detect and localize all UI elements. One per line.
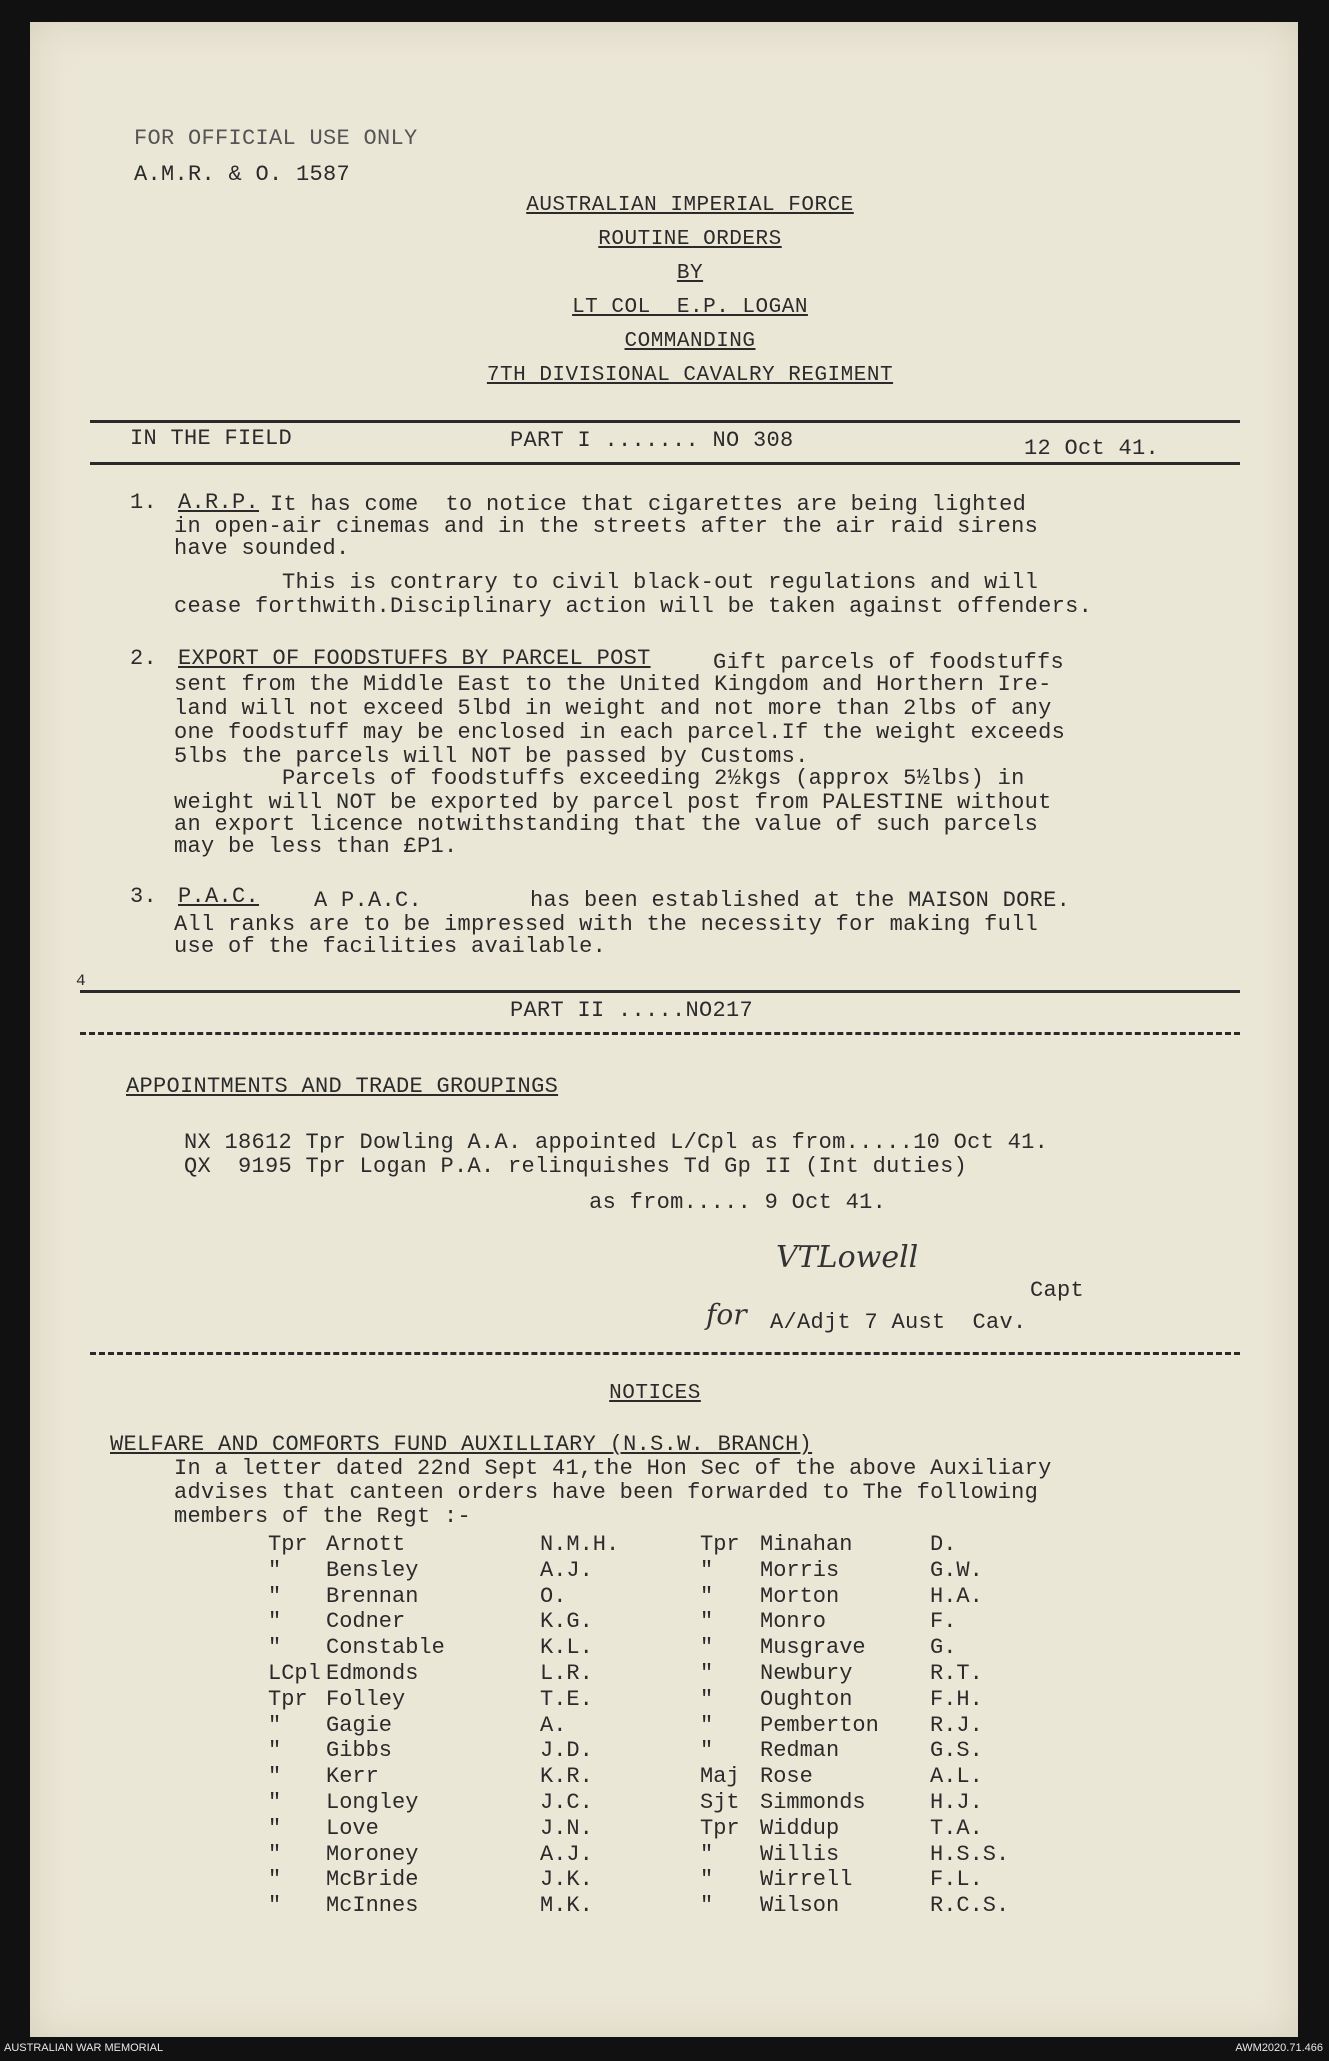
classification-stamp: FOR OFFICIAL USE ONLY: [134, 126, 418, 151]
footer-right: AWM2020.71.466: [1235, 2042, 1323, 2054]
member-initials: F.L.: [930, 1867, 983, 1893]
item-heading: P.A.C.: [178, 884, 260, 909]
signature-title: A/Adjt 7 Aust Cav.: [770, 1310, 1027, 1335]
member-rank: ": [268, 1738, 282, 1764]
member-name: McInnes: [326, 1893, 419, 1919]
member-name: Rose: [760, 1764, 813, 1790]
member-name: Moroney: [326, 1841, 419, 1867]
member-name: Monro: [760, 1609, 827, 1635]
part2-label: PART II .....NO217: [510, 998, 754, 1023]
member-rank: ": [700, 1609, 714, 1635]
appointments-heading: APPOINTMENTS AND TRADE GROUPINGS: [126, 1074, 559, 1099]
item-text-line: Parcels of foodstuffs exceeding 2½kgs (approx 5½lbs) in: [174, 766, 1025, 791]
appointment-entry: as from..... 9 Oct 41.: [184, 1190, 887, 1215]
member-initials: K.R.: [540, 1764, 593, 1790]
member-name: Oughton: [760, 1686, 853, 1712]
item-text-line: It has come to notice that cigarettes are being lighted: [270, 492, 1027, 517]
item-text-line: an export licence notwithstanding that the value of such parcels: [174, 812, 1039, 837]
member-initials: N.M.H.: [540, 1532, 620, 1557]
member-rank: ": [268, 1635, 282, 1661]
member-initials: T.E.: [540, 1686, 593, 1712]
member-initials: L.R.: [540, 1661, 593, 1686]
member-initials: R.T.: [930, 1661, 983, 1686]
member-initials: J.K.: [540, 1867, 593, 1893]
signature: VTLowell: [776, 1240, 919, 1275]
item-number: 3.: [130, 884, 158, 909]
member-initials: J.N.: [540, 1815, 593, 1841]
title-line-6: 7TH DIVISIONAL CAVALRY REGIMENT: [486, 364, 894, 387]
member-rank: ": [700, 1635, 714, 1661]
member-initials: G.W.: [930, 1557, 983, 1583]
member-rank: Tpr: [700, 1815, 740, 1841]
member-name: Willis: [760, 1841, 840, 1867]
item-heading: A.R.P.: [178, 490, 260, 515]
member-rank: ": [268, 1583, 282, 1609]
title-line-4: LT COL E.P. LOGAN: [572, 296, 808, 319]
divider-part2: [80, 990, 1240, 993]
document-page: [30, 22, 1298, 2037]
member-name: Simmonds: [760, 1790, 866, 1815]
member-rank: ": [700, 1867, 714, 1893]
signature-rank: Capt: [1030, 1278, 1085, 1303]
title-line-3: BY: [676, 262, 704, 285]
member-initials: M.K.: [540, 1893, 593, 1919]
reference-number: A.M.R. & O. 1587: [134, 162, 351, 187]
member-rank: ": [700, 1712, 714, 1738]
order-date: 12 Oct 41.: [1024, 436, 1160, 461]
member-name: Musgrave: [760, 1635, 866, 1661]
notice-intro-line: members of the Regt :-: [174, 1504, 472, 1529]
item-text-line: All ranks are to be impressed with the necessity for making full: [174, 912, 1039, 937]
item-text-line: A P.A.C. has been established at the MAISON DORE.: [314, 888, 1071, 913]
member-initials: H.S.S.: [930, 1841, 1010, 1867]
member-initials: K.G.: [540, 1609, 593, 1635]
member-rank: ": [268, 1764, 282, 1790]
member-initials: R.C.S.: [930, 1893, 1010, 1919]
member-initials: O.: [540, 1583, 567, 1609]
member-name: Morton: [760, 1583, 840, 1609]
member-rank: ": [700, 1661, 714, 1686]
member-rank: LCpl: [268, 1661, 321, 1686]
member-rank: Maj: [700, 1764, 740, 1790]
member-name: Gibbs: [326, 1738, 393, 1764]
member-initials: A.L.: [930, 1764, 983, 1790]
item-text-line: land will not exceed 5lbd in weight and not more than 2lbs of any: [174, 696, 1052, 721]
member-name: Morris: [760, 1557, 840, 1583]
member-rank: ": [268, 1557, 282, 1583]
title-line-1: AUSTRALIAN IMPERIAL FORCE: [526, 194, 854, 217]
part1-label: PART I ....... NO 308: [510, 428, 794, 453]
item-text-line: weight will NOT be exported by parcel post from PALESTINE without: [174, 790, 1052, 815]
member-initials: H.A.: [930, 1583, 983, 1609]
member-rank: ": [268, 1841, 282, 1867]
margin-mark: 4: [76, 972, 86, 990]
item-text-line: use of the facilities available.: [174, 934, 607, 959]
notice-intro-line: In a letter dated 22nd Sept 41,the Hon Sec of the above Auxiliary: [174, 1456, 1052, 1481]
item-heading: EXPORT OF FOODSTUFFS BY PARCEL POST: [178, 646, 651, 671]
member-name: Gagie: [326, 1712, 393, 1738]
title-line-2: ROUTINE ORDERS: [598, 228, 782, 251]
item-text-line: sent from the Middle East to the United Kingdom and Horthern Ire-: [174, 672, 1052, 697]
member-initials: K.L.: [540, 1635, 593, 1661]
member-initials: H.J.: [930, 1790, 983, 1815]
footer-left: AUSTRALIAN WAR MEMORIAL: [4, 2042, 164, 2054]
item-text-line: may be less than £P1.: [174, 834, 458, 859]
divider-part2-bottom: [80, 1032, 1240, 1035]
signature-for: for: [706, 1298, 747, 1331]
member-name: Arnott: [326, 1532, 406, 1557]
notice-intro-line: advises that canteen orders have been forwarded to The following: [174, 1480, 1039, 1505]
member-name: Wirrell: [760, 1867, 853, 1893]
member-rank: Tpr: [700, 1532, 740, 1557]
notices-heading: NOTICES: [609, 1382, 701, 1405]
item-number: 1.: [130, 490, 158, 515]
member-rank: ": [268, 1790, 282, 1815]
member-rank: ": [268, 1609, 282, 1635]
member-name: Constable: [326, 1635, 445, 1661]
member-name: Codner: [326, 1609, 406, 1635]
divider-notices: [90, 1352, 1240, 1355]
member-name: Minahan: [760, 1532, 853, 1557]
member-rank: ": [268, 1712, 282, 1738]
item-text-line: 5lbs the parcels will NOT be passed by Customs.: [174, 744, 809, 769]
member-initials: F.H.: [930, 1686, 983, 1712]
notices-subheading: WELFARE AND COMFORTS FUND AUXILLIARY (N.S.W. BRANCH): [110, 1432, 813, 1457]
divider-part1: [90, 462, 1240, 465]
member-initials: J.C.: [540, 1790, 593, 1815]
member-initials: J.D.: [540, 1738, 593, 1764]
member-name: Pemberton: [760, 1712, 879, 1738]
location: IN THE FIELD: [130, 426, 293, 451]
member-initials: G.S.: [930, 1738, 983, 1764]
item-text-line: in open-air cinemas and in the streets after the air raid sirens: [174, 514, 1039, 539]
member-name: McBride: [326, 1867, 419, 1893]
member-name: Edmonds: [326, 1661, 419, 1686]
member-rank: Sjt: [700, 1790, 740, 1815]
member-rank: ": [700, 1893, 714, 1919]
member-name: Longley: [326, 1790, 419, 1815]
member-rank: ": [700, 1557, 714, 1583]
member-name: Wilson: [760, 1893, 840, 1919]
divider-top: [90, 420, 1240, 423]
member-rank: ": [700, 1738, 714, 1764]
member-initials: D.: [930, 1532, 957, 1557]
member-initials: A.: [540, 1712, 567, 1738]
item-text-line: Gift parcels of foodstuffs: [713, 650, 1065, 675]
member-initials: T.A.: [930, 1815, 983, 1841]
member-initials: A.J.: [540, 1557, 593, 1583]
member-name: Love: [326, 1815, 379, 1841]
member-name: Brennan: [326, 1583, 419, 1609]
member-rank: ": [268, 1815, 282, 1841]
item-text-line: one foodstuff may be enclosed in each parcel.If the weight exceeds: [174, 720, 1066, 745]
item-text-line: have sounded.: [174, 536, 350, 561]
title-line-5: COMMANDING: [624, 330, 756, 353]
member-name: Folley: [326, 1686, 406, 1712]
item-number: 2.: [130, 646, 158, 671]
member-initials: R.J.: [930, 1712, 983, 1738]
member-rank: Tpr: [268, 1532, 308, 1557]
member-name: Redman: [760, 1738, 840, 1764]
appointment-entry: NX 18612 Tpr Dowling A.A. appointed L/Cpl as from.....10 Oct 41.: [184, 1130, 1049, 1155]
member-rank: ": [268, 1893, 282, 1919]
member-name: Bensley: [326, 1557, 419, 1583]
member-rank: Tpr: [268, 1686, 308, 1712]
member-name: Newbury: [760, 1661, 853, 1686]
member-rank: ": [700, 1686, 714, 1712]
member-rank: ": [700, 1841, 714, 1867]
member-name: Kerr: [326, 1764, 379, 1790]
item-text-line: cease forthwith.Disciplinary action will be taken against offenders.: [174, 594, 1093, 619]
member-name: Widdup: [760, 1815, 840, 1841]
member-initials: A.J.: [540, 1841, 593, 1867]
member-initials: F.: [930, 1609, 957, 1635]
member-rank: ": [268, 1867, 282, 1893]
item-text-line: This is contrary to civil black-out regulations and will: [174, 570, 1039, 595]
member-initials: G.: [930, 1635, 957, 1661]
appointment-entry: QX 9195 Tpr Logan P.A. relinquishes Td Gp II (Int duties): [184, 1154, 968, 1179]
member-rank: ": [700, 1583, 714, 1609]
